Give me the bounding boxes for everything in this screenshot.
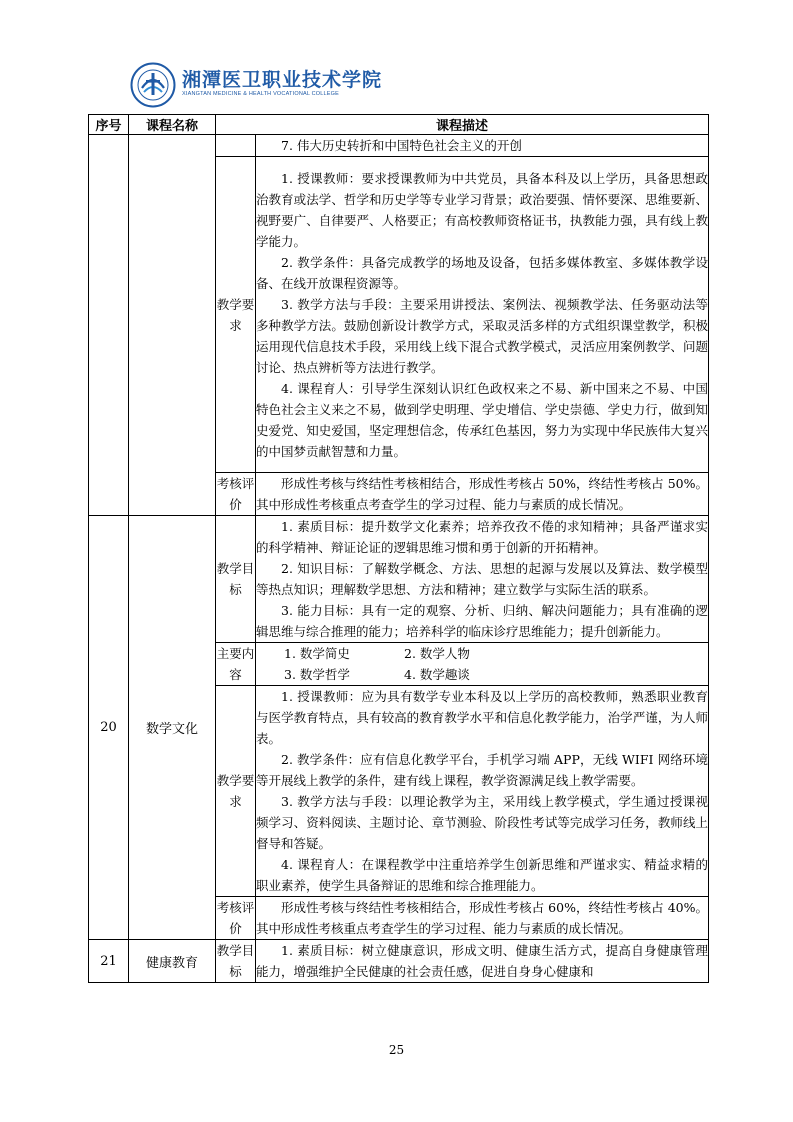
college-logo-icon (130, 62, 176, 108)
table-row (89, 135, 709, 157)
course20-assessment-text: 形成性考核与终结性考核相结合，形成性考核占 60%，终结性考核占 40%。其中形成性考核重点考查学生的学习过程、能力与素质的成长情况。 (256, 897, 709, 940)
cont-no-cell (89, 135, 129, 516)
cont-teaching-req-label: 教学要求 (216, 157, 256, 473)
course20-teaching-req-text: 1. 授课教师：应为具有数学专业本科及以上学历的高校教师，熟悉职业教育与医学教育特点，具有较高的教育教学水平和信息化教学能力，治学严谨，为人师表。 2. 教学条件：应有信息化教学平台，手机学习端 APP，无线 WIFI 网络环境等开展线上教学的条件，建有线上课程，教学资源满足线上教学需要。 3. 教学方法与手段：以理论教学为主，采用线上教学模式，学生通过授课视频学习、资料阅读、主题讨论、章节测验、阶段性考试等完成学习任务，教师线上督导和答疑。 4. 课程育人：在课程教学中注重培养学生创新思维和严谨求实、精益求精的职业素养，使学生具备辩证的思维和综合推理能力。 (256, 686, 709, 897)
cont-assessment-text: 形成性考核与终结性考核相结合，形成性考核占 50%，终结性考核占 50%。其中形成性考核重点考查学生的学习过程、能力与素质的成长情况。 (256, 473, 709, 516)
content-item: 3. 数学哲学 (284, 667, 350, 682)
content-item: 4. 数学趣谈 (404, 667, 470, 682)
course21-objectives-text: 1. 素质目标：树立健康意识，形成文明、健康生活方式，提高自身健康管理能力，增强维护全民健康的社会责任感，促进自身身心健康和 (256, 940, 709, 983)
table-row (89, 940, 709, 983)
course21-objectives-label: 教学目标 (216, 940, 256, 983)
course20-no: 20 (89, 516, 129, 940)
page-number: 25 (388, 1043, 405, 1057)
page-header (130, 62, 730, 108)
course20-assessment-label: 考核评价 (216, 897, 256, 940)
school-name-cn: 湘潭医卫职业技术学院 (182, 69, 383, 91)
course20-teaching-req-label: 教学要求 (216, 686, 256, 897)
cont-topic-line: 7. 伟大历史转折和中国特色社会主义的开创 (256, 135, 709, 157)
table-row (89, 516, 709, 643)
course21-no: 21 (89, 940, 129, 983)
course20-objectives-label: 教学目标 (216, 516, 256, 643)
cont-assessment-label: 考核评价 (216, 473, 256, 516)
cont-blank-label-cell (216, 135, 256, 157)
course20-name: 数学文化 (129, 516, 216, 940)
school-name-en: XIANGTAN MEDICINE & HEALTH VOCATIONAL COLLEGE (182, 91, 340, 97)
header-description: 课程描述 (216, 115, 709, 135)
course20-objectives-text: 1. 素质目标：提升数学文化素养；培养孜孜不倦的求知精神；具备严谨求实的科学精神、辩证论证的逻辑思维习惯和勇于创新的开拓精神。 2. 知识目标：了解数学概念、方法、思想的起源与发展以及算法、数学模型等热点知识；理解数学思想、方法和精神；建立数学与实际生活的联系。 3. 能力目标：具有一定的观察、分析、归纳、解决问题能力；具有准确的逻辑思维与综合推理的能力；培养科学的临床诊疗思维能力；提升创新能力。 (256, 516, 709, 643)
header-no: 序号 (89, 115, 129, 135)
table-header-row (89, 115, 709, 135)
content-item: 2. 数学人物 (404, 646, 470, 661)
header-course-name: 课程名称 (129, 115, 216, 135)
course-table (88, 114, 709, 983)
cont-teaching-req-text: 1. 授课教师：要求授课教师为中共党员，具备本科及以上学历，具备思想政治教育或法学、哲学和历史学等专业学习背景；政治要强、情怀要深、思维要新、视野要广、自律要严、人格要正；有高校教师资格证书，执教能力强，具有线上教学能力。 2. 教学条件：具备完成教学的场地及设备，包括多媒体教室、多媒体教学设备、在线开放课程资源等。 3. 教学方法与手段：主要采用讲授法、案例法、视频教学法、任务驱动法等多种教学方法。鼓励创新设计教学方式，采取灵活多样的方式组织课堂教学，积极运用现代信息技术手段，采用线上线下混合式教学模式，灵活应用案例教学、问题讨论、热点辨析等方法进行教学。 4. 课程育人：引导学生深刻认识红色政权来之不易、新中国来之不易、中国特色社会主义来之不易，做到学史明理、学史增信、学史崇德、学史力行，做到知史爱党、知史爱国，坚定理想信念，传承红色基因，努力为实现中华民族伟大复兴的中国梦贡献智慧和力量。 (256, 157, 709, 473)
course21-name: 健康教育 (129, 940, 216, 983)
content-item: 1. 数学简史 (284, 646, 350, 661)
course20-content-label: 主要内容 (216, 643, 256, 686)
course20-content-text (256, 643, 709, 686)
cont-name-cell (129, 135, 216, 516)
